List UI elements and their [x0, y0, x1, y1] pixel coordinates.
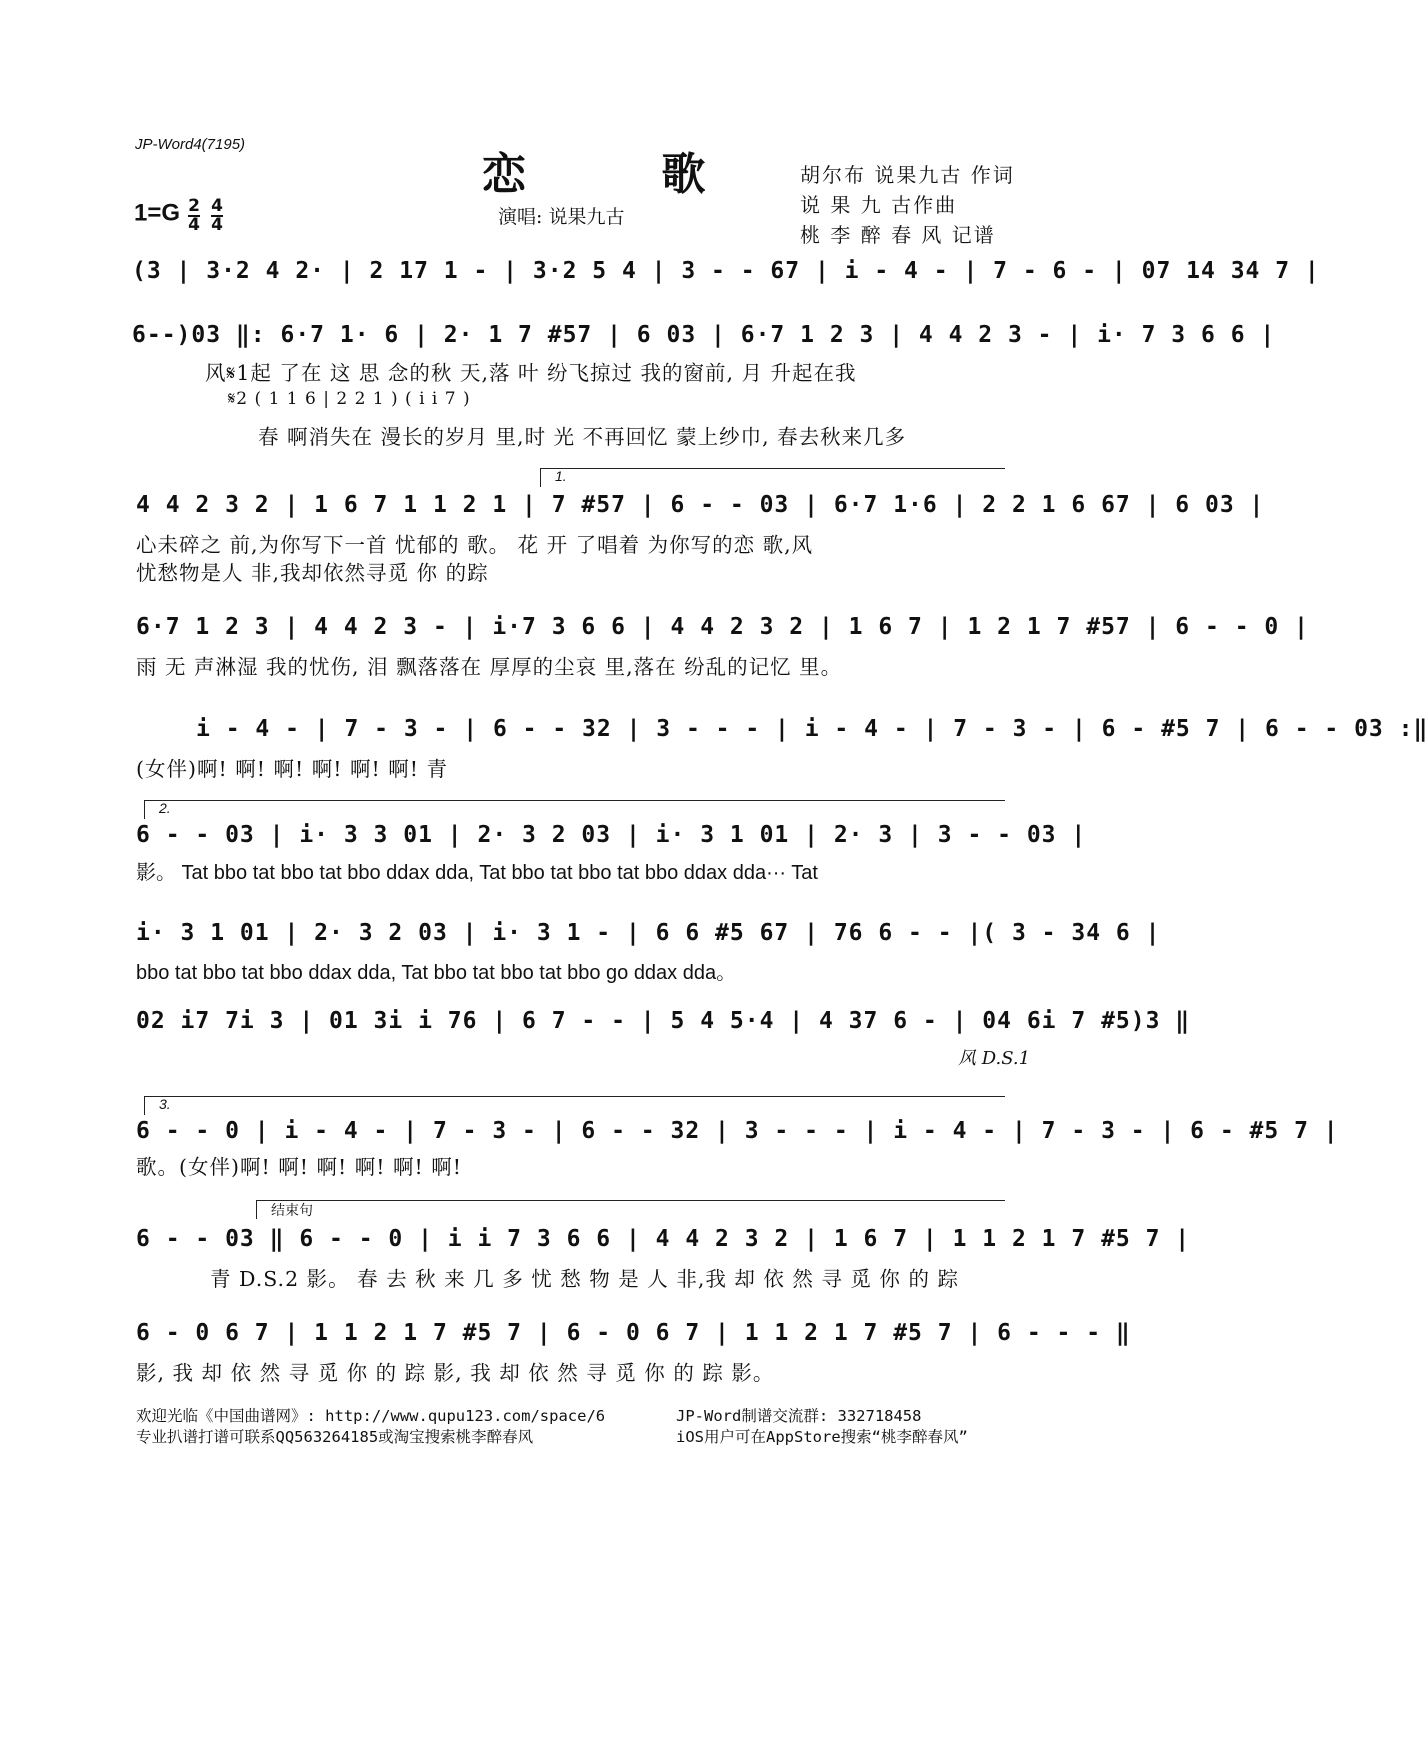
score-row-8: 02 i7 7i 3 | 01 3i i 76 | 6 7 - - | 5 4 5·4 | 4 37 6 - | 04 6i 7 #5)3 ‖	[136, 1008, 1191, 1034]
lyric-row-3b: 忧愁物是人 非,我却依然寻觅 你 的踪	[136, 561, 489, 585]
footer-right	[676, 1406, 968, 1448]
time-signature-4-4: $\frac{4}{4}$	[211, 196, 223, 235]
score-row-3: 4 4 2 3 2 | 1 6 7 1 1 2 1 | 7 #57 | 6 - - 03 | 6·7 1·6 | 2 2 1 6 67 | 6 03 |	[136, 492, 1265, 518]
singer-label: 演唱: 说果九古	[498, 206, 625, 228]
lyric-row-11: 影, 我 却 依 然 寻 觅 你 的 踪 影, 我 却 依 然 寻 觅 你 的 踪 影。	[136, 1361, 775, 1385]
score-row-1: (3 | 3·2 4 2· | 2 17 1 - | 3·2 5 4 | 3 - - 67 | i - 4 - | 7 - 6 - | 07 14 34 7 |	[132, 258, 1320, 284]
transcriber-credit: 桃 李 醉 春 风 记谱	[800, 223, 996, 247]
lyric-row-7: bbo tat bbo tat bbo ddax dda, Tat bbo tat bbo tat bbo go ddax dda。	[136, 962, 737, 984]
key-label: 1=G	[134, 199, 181, 227]
lyric-row-4: 雨 无 声淋湿 我的忧伤, 泪 飘落落在 厚厚的尘哀 里,落在 纷乱的记忆 里。	[136, 655, 843, 679]
key-signature	[134, 198, 226, 234]
footer-ios: iOS用户可在AppStore搜索“桃李醉春风”	[676, 1428, 968, 1446]
lyric-row-2a: 风𝄋1起 了在 这 思 念的秋 天,落 叶 纷飞掠过 我的窗前, 月 升起在我	[205, 361, 857, 385]
score-row-10: 6 - - 03 ‖ 6 - - 0 | i i 7 3 6 6 | 4 4 2 3 2 | 1 6 7 | 1 1 2 1 7 #5 7 |	[136, 1226, 1191, 1252]
score-row-5: i - 4 - | 7 - 3 - | 6 - - 32 | 3 - - - | i - 4 - | 7 - 3 - | 6 - #5 7 | 6 - - 03 :‖	[196, 716, 1428, 742]
score-row-9: 6 - - 0 | i - 4 - | 7 - 3 - | 6 - - 32 | 3 - - - | i - 4 - | 7 - 3 - | 6 - #5 7 |	[136, 1118, 1339, 1144]
segno-2-line: 𝄋2 ( 1 1 6 | 2 2 1 ) ( i i 7 )	[228, 389, 471, 409]
ds1-marker: 风 D.S.1	[958, 1048, 1031, 1069]
volta-1: 1.	[540, 468, 1005, 487]
volta-3: 3.	[144, 1096, 1005, 1115]
lyric-row-6: 影。 Tat bbo tat bbo tat bbo ddax dda, Tat bbo tat bbo tat bbo ddax dda··· Tat	[136, 862, 818, 884]
lyricist-credit: 胡尔布 说果九古 作词	[800, 163, 1015, 187]
volta-2: 2.	[144, 800, 1005, 819]
time-signature-2-4: $\frac{2}{4}$	[188, 196, 200, 235]
lyric-row-10: 青 D.S.2 影。 春 去 秋 来 几 多 忧 愁 物 是 人 非,我 却 依 然 寻 觅 你 的 踪	[210, 1267, 959, 1291]
lyric-row-3a: 心未碎之 前,为你写下一首 忧郁的 歌。 花 开 了唱着 为你写的恋 歌,风	[136, 533, 814, 557]
page-title: 恋 歌	[482, 149, 766, 200]
lyric-row-5: (女伴)啊! 啊! 啊! 啊! 啊! 啊! 青	[136, 757, 449, 781]
score-row-11: 6 - 0 6 7 | 1 1 2 1 7 #5 7 | 6 - 0 6 7 | 1 1 2 1 7 #5 7 | 6 - - - ‖	[136, 1320, 1131, 1346]
score-row-6: 6 - - 03 | i· 3 3 01 | 2· 3 2 03 | i· 3 1 01 | 2· 3 | 3 - - 03 |	[136, 822, 1087, 848]
software-label: JP-Word4(7195)	[135, 136, 246, 153]
footer-group: JP-Word制谱交流群: 332718458	[676, 1407, 922, 1425]
lyric-row-2b: 春 啊消失在 漫长的岁月 里,时 光 不再回忆 蒙上纱巾, 春去秋来几多	[258, 425, 907, 449]
credits	[800, 160, 1015, 250]
ending-phrase: 结束句	[256, 1200, 1005, 1219]
lyric-row-9: 歌。(女伴)啊! 啊! 啊! 啊! 啊! 啊!	[136, 1155, 463, 1179]
footer-website: 欢迎光临《中国曲谱网》: http://www.qupu123.com/space/6	[136, 1407, 606, 1425]
footer-left	[136, 1406, 605, 1448]
composer-credit: 说 果 九 古作曲	[800, 193, 958, 217]
footer-contact: 专业扒谱打谱可联系QQ563264185或淘宝搜索桃李醉春风	[136, 1428, 534, 1446]
score-row-2: 6--)03 ‖: 6·7 1· 6 | 2· 1 7 #57 | 6 03 | 6·7 1 2 3 | 4 4 2 3 - | i· 7 3 6 6 |	[132, 322, 1276, 348]
score-row-7: i· 3 1 01 | 2· 3 2 03 | i· 3 1 - | 6 6 #5 67 | 76 6 - - |( 3 - 34 6 |	[136, 920, 1161, 946]
score-row-4: 6·7 1 2 3 | 4 4 2 3 - | i·7 3 6 6 | 4 4 2 3 2 | 1 6 7 | 1 2 1 7 #57 | 6 - - 0 |	[136, 614, 1309, 640]
